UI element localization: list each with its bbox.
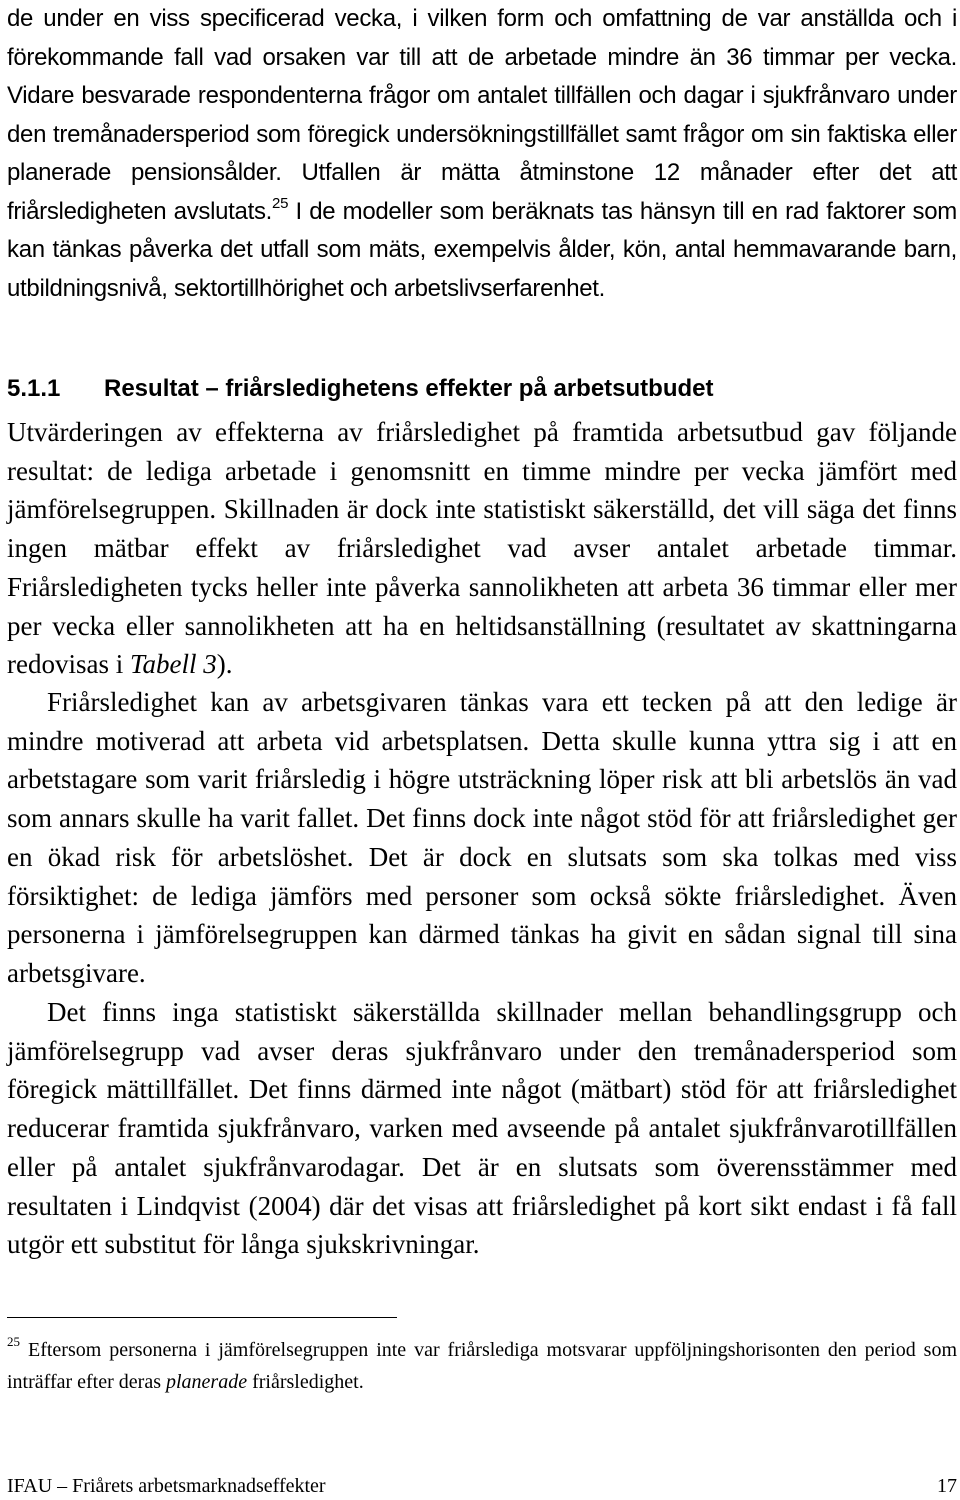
body-paragraph-3: Friårsledighet kan av arbetsgivaren tänkas vara ett tecken på att den ledige är mindre motiverad att arbeta vid arbetsplatsen. Detta skulle kunna yttra sig i att en arbetstagare som varit friårsledig i högre utsträckning löper risk att bli arbetslös än vad som annars skulle ha varit fallet. Det finns dock inte något stöd för att friårsledighet ger en ökad risk för arbetslöshet. Det är dock en slutsats som ska tolkas med viss försiktighet: de lediga jämförs med personer som också sökte friårsledighet. Även personerna i jämförelsegruppen kan därmed tänkas ha givit en sådan signal till sina arbetsgivare. xyxy=(7,687,957,988)
page-number: 17 xyxy=(937,1475,957,1497)
body-paragraph-4: Det finns inga statistiskt säkerställda skillnader mellan behandlingsgrupp och jämförelsegrupp vad avser deras sjukfrånvaro under den tremånadersperiod som föregick mättillfället. Det finns därmed inte något (mätbart) stöd för att friårsledighet reducerar framtida sjukfrånvaro, varken med avseende på antalet sjukfrånvarotillfällen eller på antalet sjukfrånvarodagar. Det är en slutsats som överensstämmer med resultaten i Lindqvist (2004) där det visas att friårsledighet på kort sikt endast i få fall utgör ett substitut för långa sjukskrivningar. xyxy=(7,997,957,1260)
body-paragraph-2 xyxy=(7,413,957,684)
footnote-text: Eftersom personerna i jämförelsegruppen inte var friårslediga motsvarar uppföljningshorisonten den period som inträffar efter deras xyxy=(7,1339,957,1393)
footnote-reference[interactable]: 25 xyxy=(272,194,289,212)
footnote xyxy=(7,1334,957,1398)
paragraph-text-continued: ). xyxy=(216,649,233,680)
footnote-separator xyxy=(7,1317,397,1318)
footnote-number: 25 xyxy=(7,1334,20,1349)
footnote-text-continued: friårsledighet. xyxy=(247,1371,364,1393)
section-number: 5.1.1 xyxy=(7,375,61,402)
footer-title: IFAU – Friårets arbetsmarknadseffekter xyxy=(7,1475,326,1497)
page-footer xyxy=(7,1474,957,1498)
body-paragraph-1 xyxy=(7,0,957,308)
footnote-emphasis: planerade xyxy=(165,1371,248,1393)
section-title: Resultat – friårsledighetens effekter på arbetsutbudet xyxy=(104,375,714,402)
paragraph-text: de under en viss specificerad vecka, i vilken form och omfattning de var anställda och i förekommande fall vad orsaken var till att de arbetade mindre än 36 timmar per vecka. Vidare besvarade respondenterna frågor om antalet tillfällen och dagar i sjukfrånvaro under den tremånadersperiod som föregick undersökningstillfället samt frågor om sin faktiska eller planerade pensionsålder. Utfallen är mätta åtminstone 12 månader efter det att friårsledigheten avslutats. xyxy=(7,5,957,225)
table-reference[interactable]: Tabell 3 xyxy=(129,649,217,680)
paragraph-text: Utvärderingen av effekterna av friårsledighet på framtida arbetsutbud gav följande resultat: de lediga arbetade i genomsnitt en timme mindre per vecka jämfört med jämförelsegruppen. Skillnaden är dock inte statistiskt säkerställd, det vill säga det finns ingen mätbar effekt av friårsledighet vad avser antalet arbetade timmar. Friårsledigheten tycks heller inte påverka sannolikheten att arbeta 36 timmar eller mer per vecka eller sannolikheten att ha en heltidsanställning (resultatet av skattningarna redovisas i xyxy=(7,417,957,680)
section-heading xyxy=(7,370,714,408)
paragraph-text-continued: I de modeller som beräknats tas hänsyn till en rad faktorer som kan tänkas påverka det utfall som mäts, exempelvis ålder, kön, antal hemmavarande barn, utbildningsnivå, sektortillhörighet och arbetslivserfarenhet. xyxy=(7,197,957,302)
